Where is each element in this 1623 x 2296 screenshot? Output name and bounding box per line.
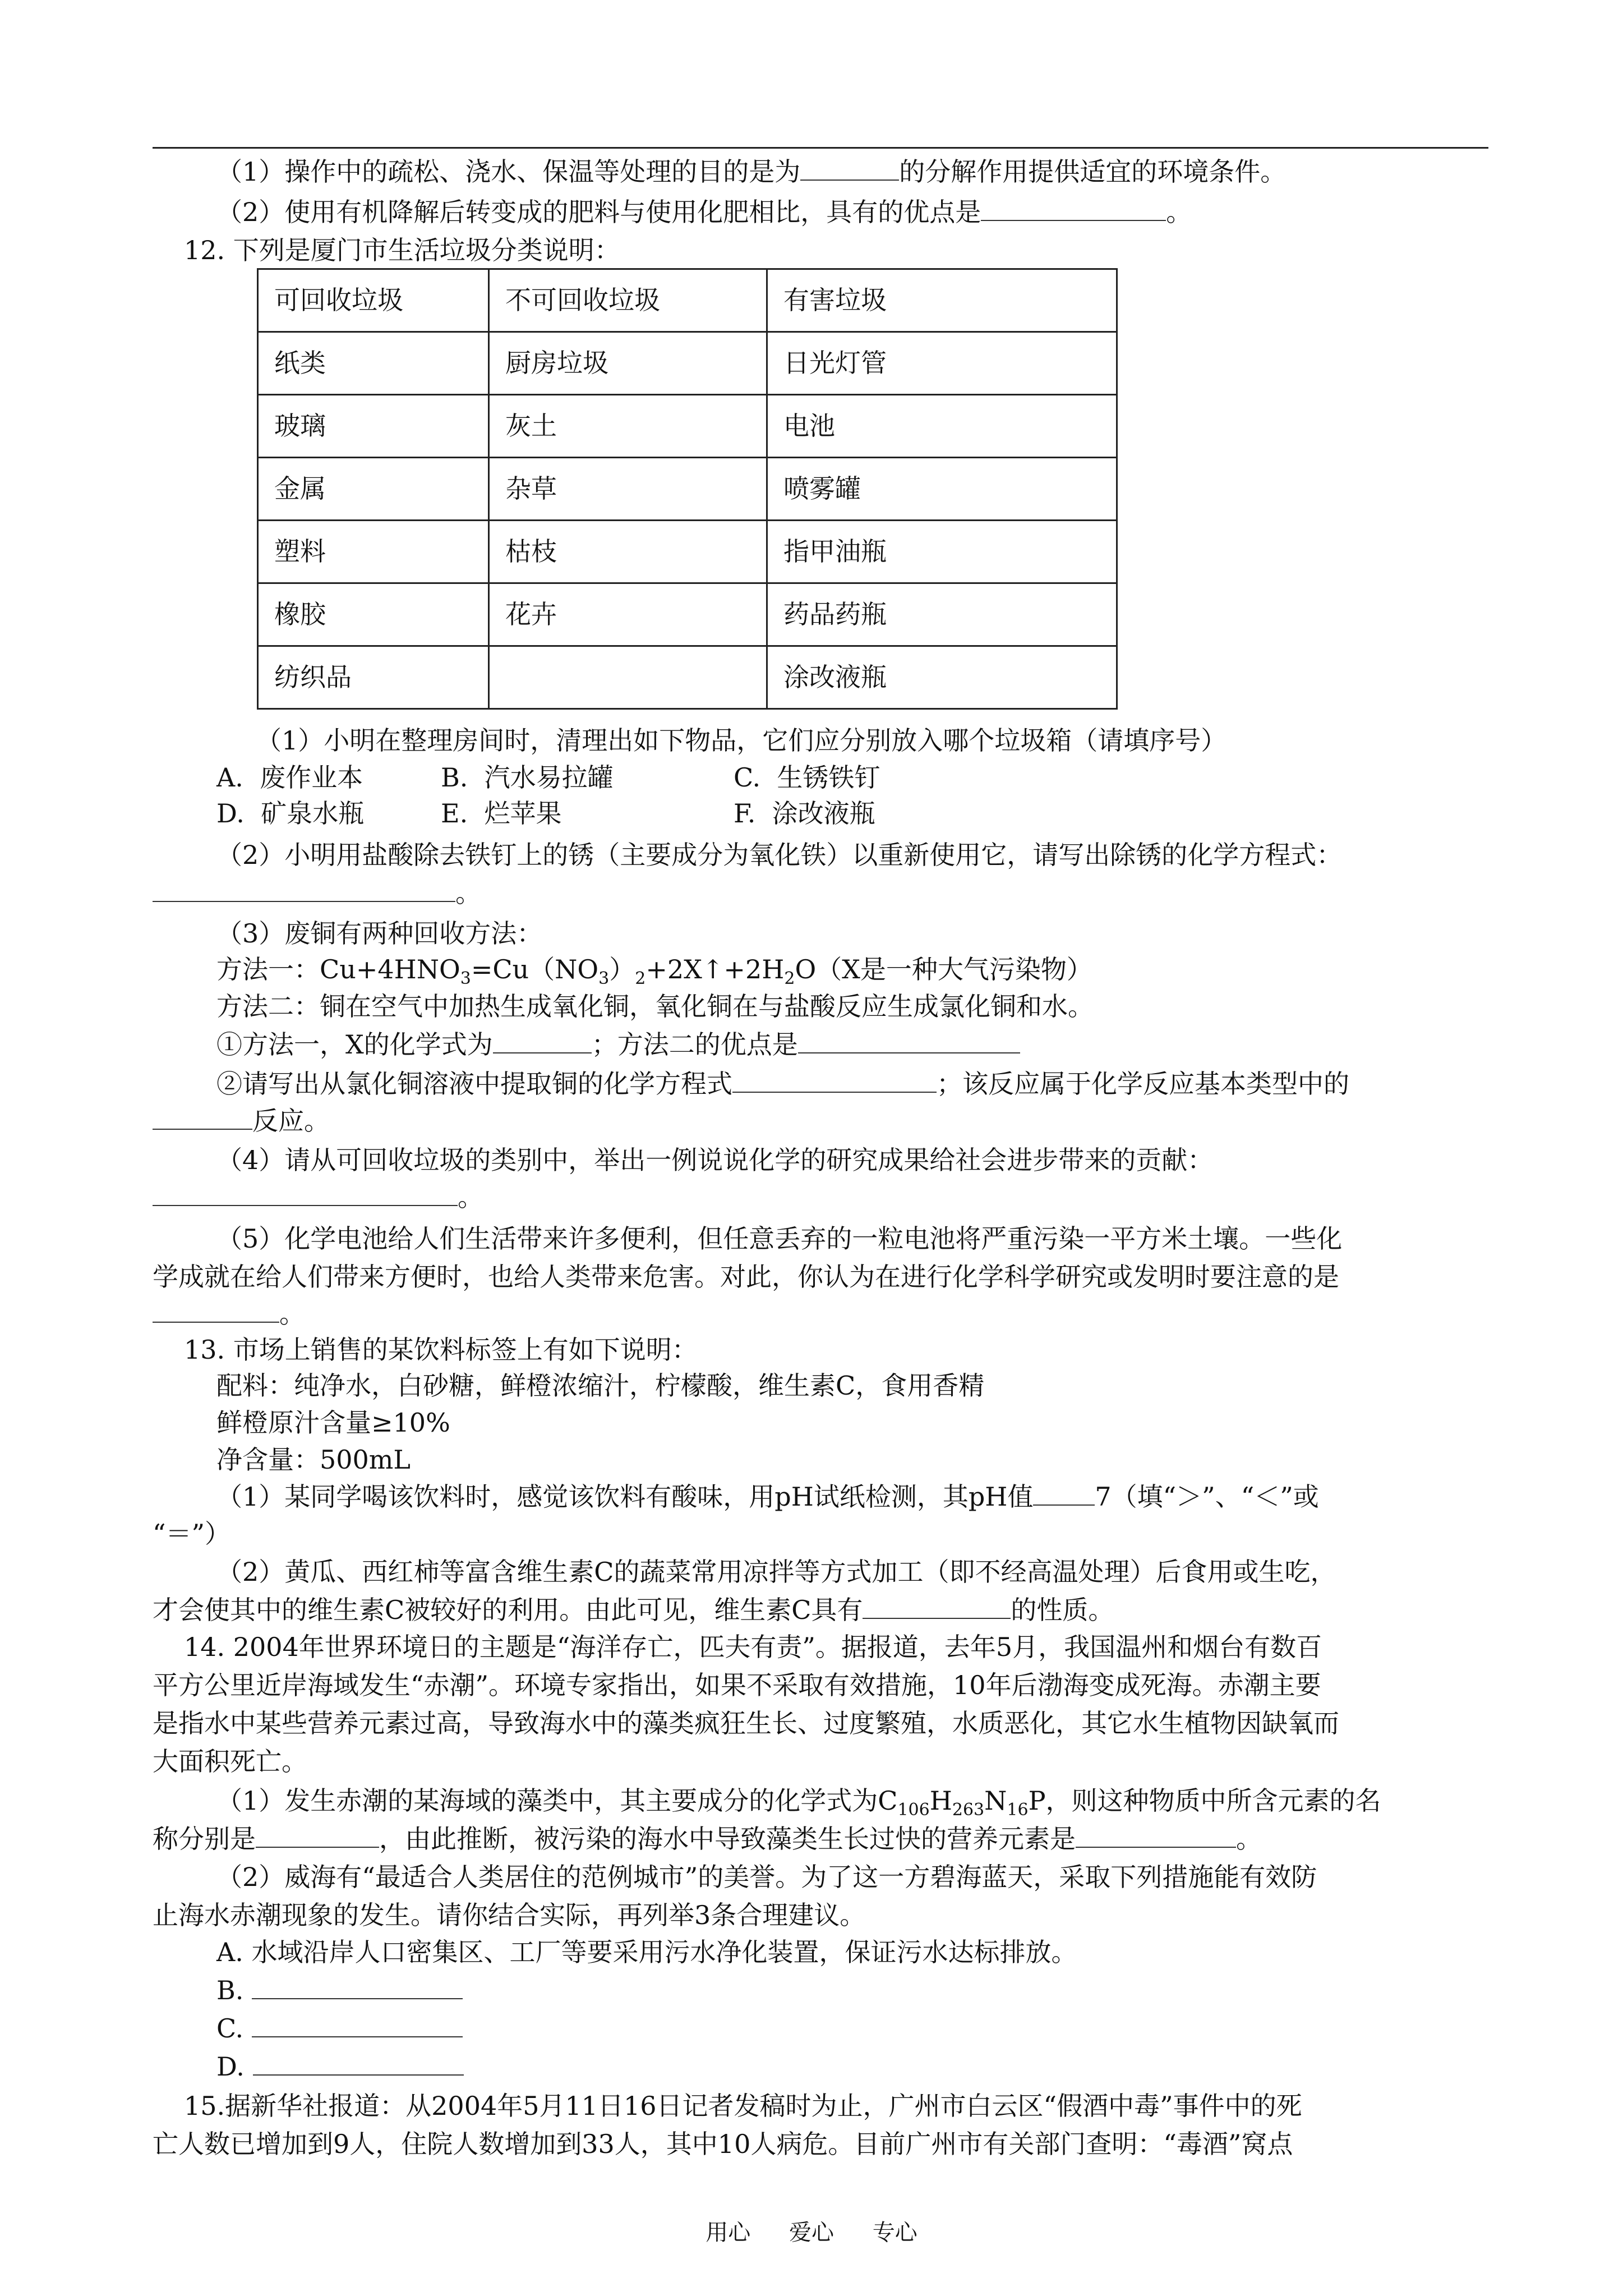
- q14-part1: （1）发生赤潮的某海域的藻类中，其主要成分的化学式为$C_{106}H_{263}N_{16}P$，则这种物质中所含元素的名: [216, 1786, 1381, 1820]
- table-row: [258, 583, 1117, 646]
- answer-blank[interactable]: [252, 1976, 463, 1999]
- table-cell: 纸类: [258, 332, 489, 395]
- q13-part1-cont: “＝”）: [153, 1519, 231, 1549]
- q12-part3-sub1: ①方法一，X的化学式为 ；方法二的优点是: [216, 1029, 1020, 1060]
- answer-blank[interactable]: [863, 1595, 1011, 1619]
- q12-title: 12. 下列是厦门市生活垃圾分类说明：: [184, 235, 620, 265]
- answer-blank[interactable]: [732, 1069, 937, 1093]
- table-cell: 厨房垃圾: [489, 332, 767, 395]
- q12-part5-answer: 。: [153, 1298, 305, 1329]
- net-volume: 净含量：500mL: [216, 1444, 411, 1475]
- table-header-row: [258, 269, 1117, 332]
- q12-part3-sub2: ②请写出从氯化铜溶液中提取铜的化学方程式 ；该反应属于化学反应基本类型中的: [216, 1069, 1349, 1099]
- footer-word: 专心: [872, 2220, 917, 2246]
- footer-word: 爱心: [789, 2220, 834, 2246]
- q13-title: 13. 市场上销售的某饮料标签上有如下说明：: [184, 1335, 698, 1365]
- q12-option-d: D. 矿泉水瓶: [216, 798, 365, 829]
- table-cell: 纺织品: [258, 646, 489, 709]
- header-rule: [153, 147, 1488, 149]
- table-header-cell: 可回收垃圾: [258, 269, 489, 332]
- q14-option-b: B.: [216, 1975, 463, 2006]
- q12-part2-answer: 。: [153, 877, 481, 909]
- answer-blank[interactable]: [253, 2052, 464, 2076]
- answer-blank[interactable]: [800, 157, 899, 181]
- answer-blank[interactable]: [493, 1030, 592, 1053]
- q13-part1: （1）某同学喝该饮料时，感觉该饮料有酸味，用pH试纸检测，其pH值 7（填“＞”、“＜”或: [216, 1481, 1319, 1512]
- answer-blank[interactable]: [153, 1299, 279, 1323]
- table-header-cell: 不可回收垃圾: [489, 269, 767, 332]
- table-cell: 日光灯管: [767, 332, 1117, 395]
- ingredients: 配料：纯净水，白砂糖，鲜橙浓缩汁，柠檬酸，维生素C，食用香精: [216, 1370, 985, 1401]
- juice-content: 鲜橙原汁含量≥10%: [216, 1407, 450, 1438]
- table-cell: 金属: [258, 458, 489, 521]
- garbage-classification-table: [257, 268, 1118, 710]
- answer-blank[interactable]: [1076, 1824, 1236, 1848]
- q14-option-d: D.: [216, 2051, 464, 2082]
- q12-part4: （4）请从可回收垃圾的类别中，举出一例说说化学的研究成果给社会进步带来的贡献：: [216, 1145, 1214, 1175]
- table-cell: 枯枝: [489, 521, 767, 583]
- answer-blank[interactable]: [252, 2014, 463, 2037]
- method-two: 方法二：铜在空气中加热生成氧化铜，氧化铜在与盐酸反应生成氯化铜和水。: [216, 991, 1094, 1022]
- q14-para-line2: 平方公里近岸海域发生“赤潮”。环境专家指出，如果不采取有效措施，10年后渤海变成死海。赤潮主要: [153, 1670, 1321, 1700]
- q12-option-f: F. 涂改液瓶: [734, 798, 875, 829]
- table-cell: 玻璃: [258, 395, 489, 458]
- q12-part1: （1）小明在整理房间时，清理出如下物品，它们应分别放入哪个垃圾箱（请填序号）: [256, 725, 1227, 756]
- table-cell: 指甲油瓶: [767, 521, 1117, 583]
- q12-part3: （3）废铜有两种回收方法：: [216, 918, 543, 949]
- table-row: [258, 458, 1117, 521]
- footer-word: 用心: [706, 2220, 751, 2246]
- table-cell: 灰土: [489, 395, 767, 458]
- answer-blank[interactable]: [153, 878, 455, 902]
- q13-part2-line1: （2）黄瓜、西红柿等富含维生素C的蔬菜常用凉拌等方式加工（即不经高温处理）后食用或生吃，: [216, 1557, 1336, 1587]
- q12-option-b: B. 汽水易拉罐: [441, 762, 614, 793]
- table-row: [258, 646, 1117, 709]
- answer-blank[interactable]: [981, 197, 1166, 221]
- answer-blank[interactable]: [798, 1030, 1020, 1053]
- q14-part2-line1: （2）威海有“最适合人类居住的范例城市”的美誉。为了这一方碧海蓝天，采取下列措施能有效防: [216, 1862, 1317, 1892]
- table-cell: 橡胶: [258, 583, 489, 646]
- table-cell: [489, 646, 767, 709]
- q12-part5-line2: 学成就在给人们带来方便时，也给人类带来危害。对此，你认为在进行化学科学研究或发明时要注意的是: [153, 1262, 1339, 1292]
- q12-part2: （2）小明用盐酸除去铁钉上的锈（主要成分为氧化铁）以重新使用它，请写出除锈的化学方程式：: [216, 840, 1343, 870]
- q14-part2-line2: 止海水赤潮现象的发生。请你结合实际，再列举3条合理建议。: [153, 1900, 866, 1930]
- table-cell: 塑料: [258, 521, 489, 583]
- q12-option-e: E. 烂苹果: [441, 798, 562, 829]
- q12-part4-answer: 。: [153, 1181, 483, 1213]
- answer-blank[interactable]: [1033, 1482, 1095, 1506]
- q14-para-line3: 是指水中某些营养元素过高，导致海水中的藻类疯狂生长、过度繁殖，水质恶化，其它水生植物因缺氧而: [153, 1708, 1339, 1738]
- table-header-cell: 有害垃圾: [767, 269, 1117, 332]
- table-row: [258, 395, 1117, 458]
- table-cell: 喷雾罐: [767, 458, 1117, 521]
- q14-part1-cont: 称分别是 ，由此推断，被污染的海水中导致藻类生长过快的营养元素是 。: [153, 1824, 1262, 1854]
- table-cell: 杂草: [489, 458, 767, 521]
- q11-part2: （2）使用有机降解后转变成的肥料与使用化肥相比，具有的优点是 。: [216, 197, 1192, 227]
- table-cell: 药品药瓶: [767, 583, 1117, 646]
- table-row: [258, 521, 1117, 583]
- page-footer: [0, 2215, 1623, 2247]
- table-cell: 电池: [767, 395, 1117, 458]
- q14-para-line1: 14. 2004年世界环境日的主题是“海洋存亡，匹夫有责”。据报道，去年5月，我国温州和烟台有数百: [184, 1632, 1322, 1662]
- q13-part2-line2: 才会使其中的维生素C被较好的利用。由此可见，维生素C具有 的性质。: [153, 1595, 1114, 1625]
- q12-option-a: A. 废作业本: [216, 762, 363, 793]
- q12-option-c: C. 生锈铁钉: [734, 762, 880, 793]
- table-row: [258, 332, 1117, 395]
- q14-option-c: C.: [216, 2013, 463, 2044]
- q14-para-line4: 大面积死亡。: [153, 1746, 307, 1777]
- table-cell: 涂改液瓶: [767, 646, 1117, 709]
- answer-blank[interactable]: [153, 1106, 252, 1130]
- answer-blank[interactable]: [256, 1824, 379, 1848]
- method-one-equation: 方法一：$Cu+4HNO_3=Cu(NO_3)_2+2X↑+2H_2O(X$是一种大气污染物）: [216, 954, 1092, 988]
- q14-option-a: A. 水域沿岸人口密集区、工厂等要采用污水净化装置，保证污水达标排放。: [216, 1937, 1077, 1967]
- table-cell: 花卉: [489, 583, 767, 646]
- q15-para-line2: 亡人数已增加到9人，住院人数增加到33人，其中10人病危。目前广州市有关部门查明：“毒酒”窝点: [153, 2129, 1293, 2159]
- q12-part3-sub2-cont: 反应。: [153, 1105, 330, 1137]
- q12-part5-line1: （5）化学电池给人们生活带来许多便利，但任意丢弃的一粒电池将严重污染一平方米土壤。一些化: [216, 1223, 1343, 1254]
- q11-part1: （1）操作中的疏松、浇水、保温等处理的目的是为 的分解作用提供适宜的环境条件。: [216, 157, 1287, 187]
- q15-para-line1: 15.据新华社报道：从2004年5月11日16日记者发稿时为止，广州市白云区“假酒中毒”事件中的死: [184, 2091, 1302, 2121]
- answer-blank[interactable]: [153, 1182, 458, 1206]
